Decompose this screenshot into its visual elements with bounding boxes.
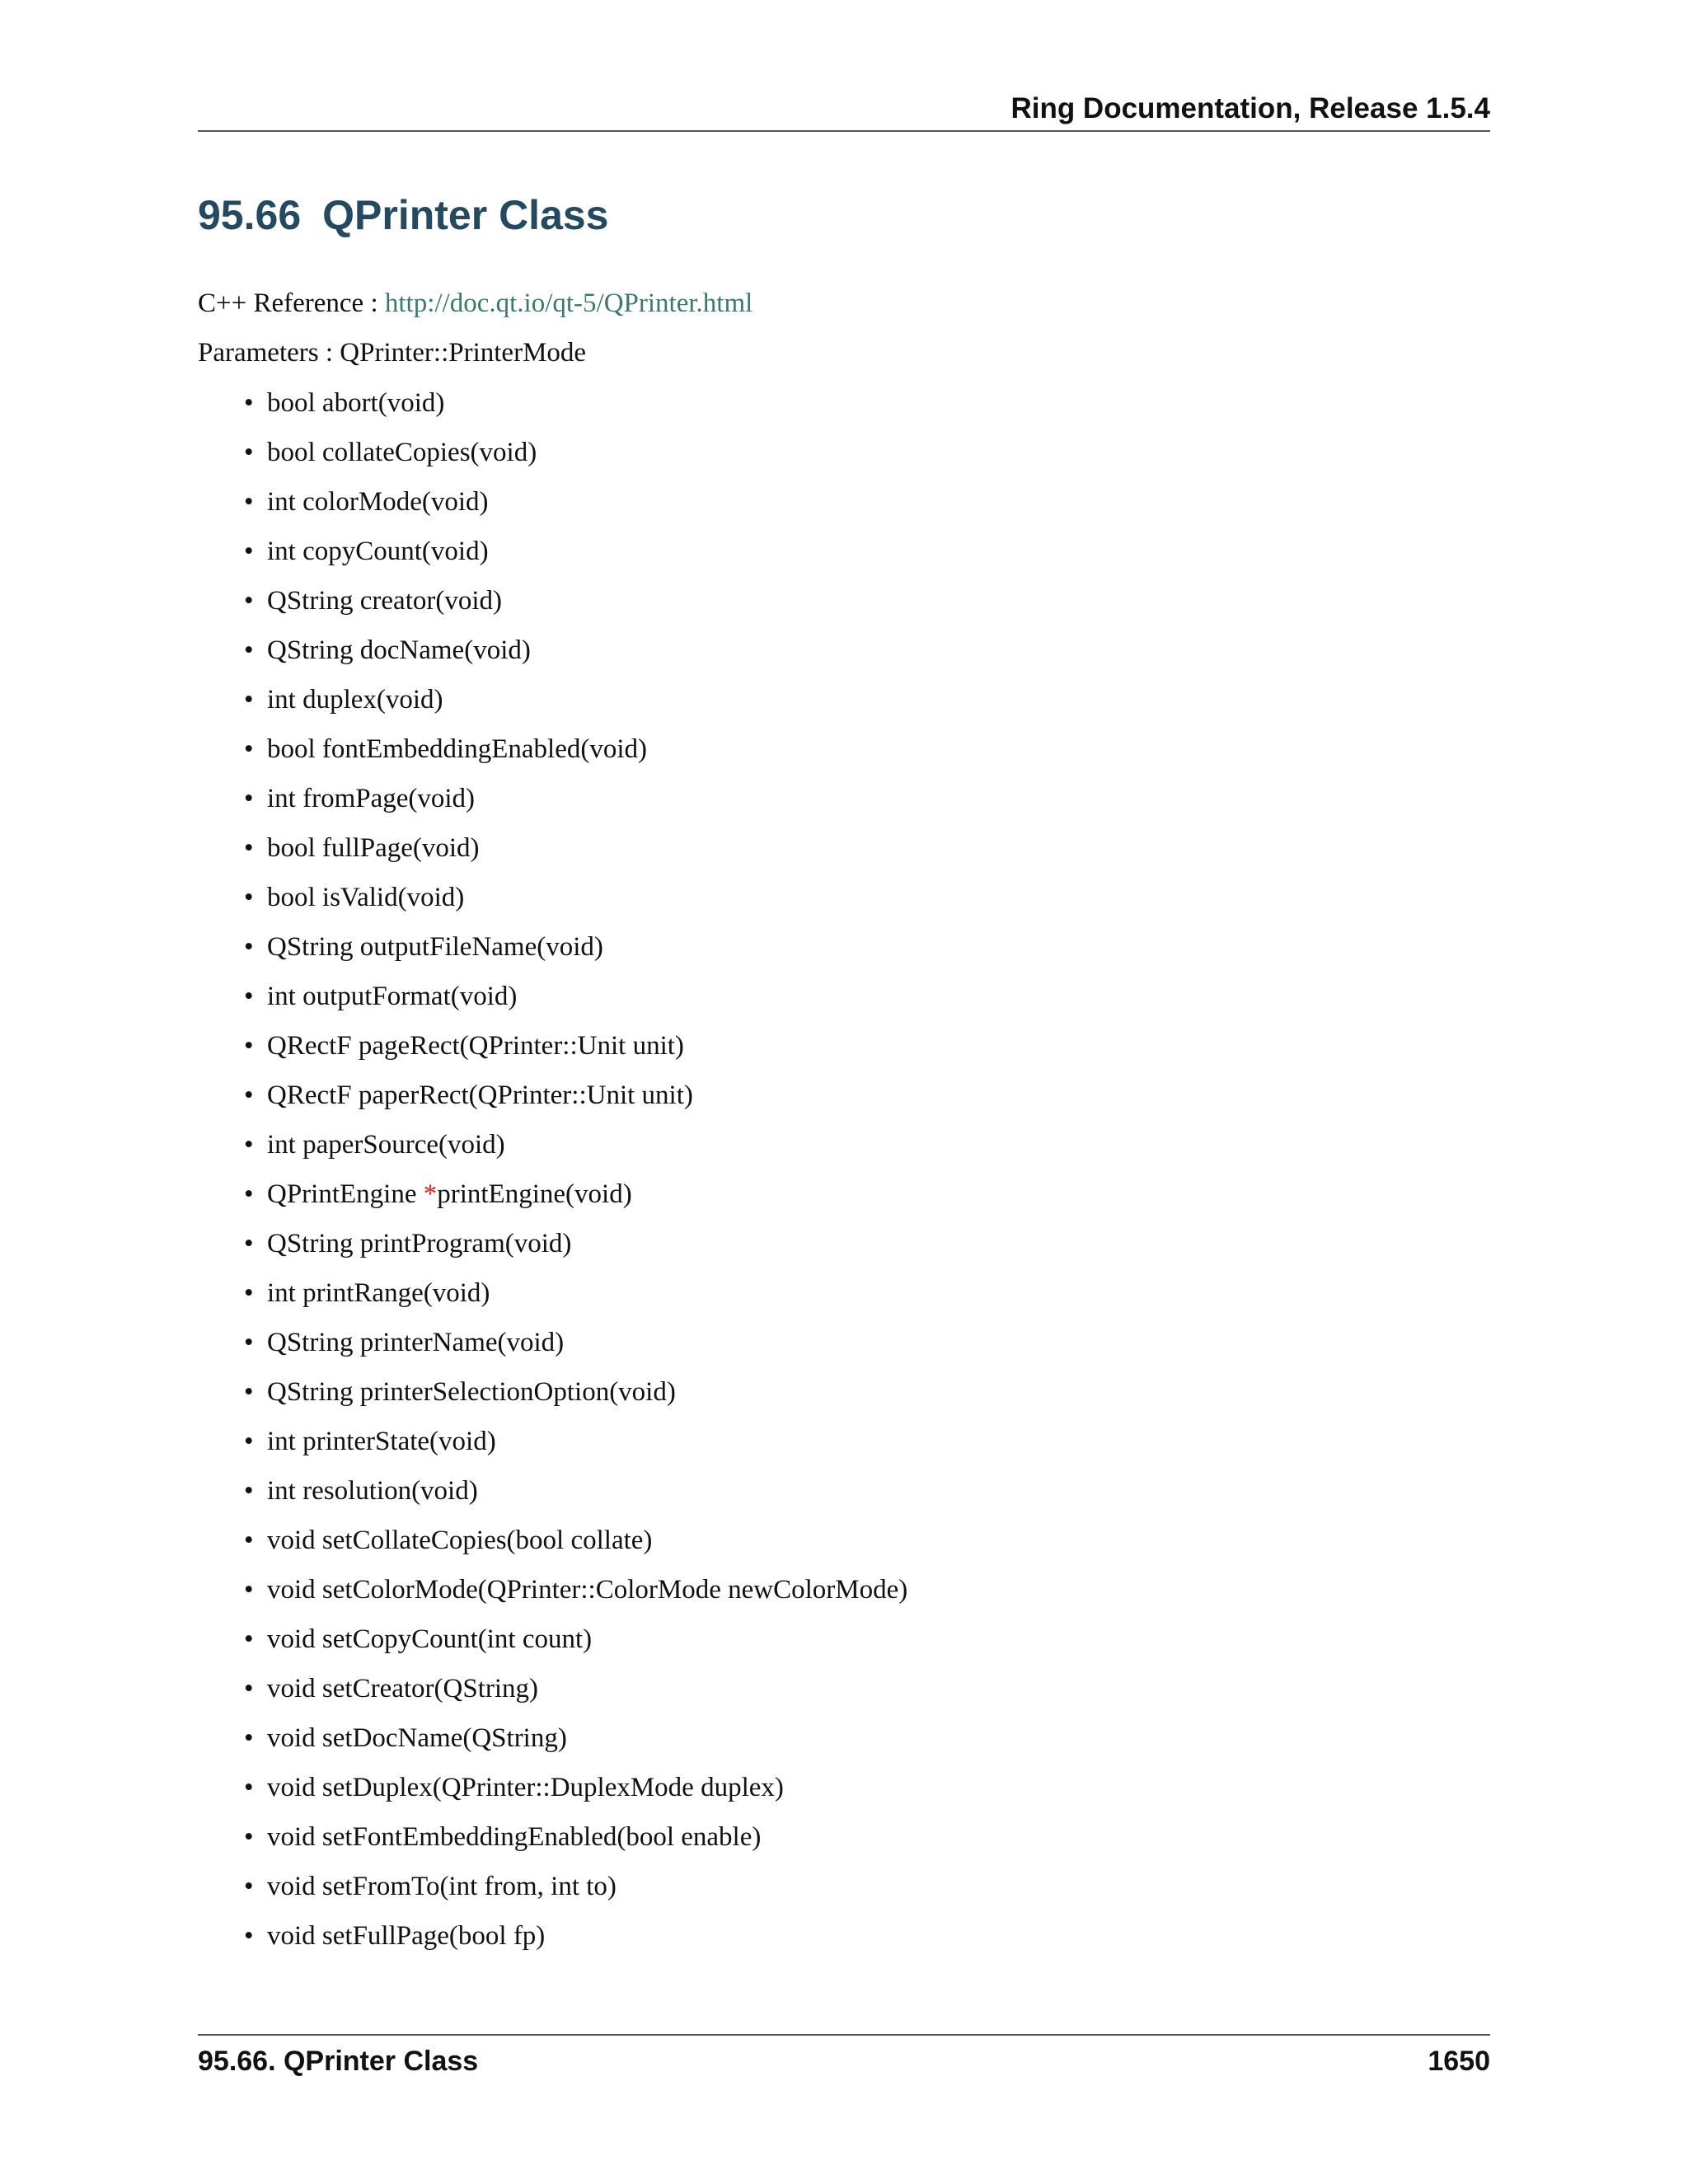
method-signature: QString printerName(void) (267, 1328, 565, 1357)
section-title: QPrinter Class (322, 192, 609, 238)
method-signature-rest: printEngine(void) (437, 1179, 632, 1209)
method-signature: void setFullPage(bool fp) (267, 1921, 546, 1951)
method-item (198, 930, 907, 979)
method-item (198, 435, 907, 485)
footer-page-number: 1650 (1428, 2046, 1490, 2077)
bullet-icon: • (244, 883, 254, 912)
method-item (198, 1770, 907, 1820)
method-item (198, 1869, 907, 1919)
bullet-icon: • (244, 1575, 254, 1605)
bullet-icon: • (244, 932, 254, 962)
method-item (198, 1671, 907, 1721)
cpp-reference-label: C++ Reference : (198, 288, 385, 318)
method-item (198, 1721, 907, 1770)
method-item (198, 1375, 907, 1424)
method-item (198, 1177, 907, 1226)
bullet-icon: • (244, 487, 254, 517)
bullet-icon: • (244, 1674, 254, 1704)
method-item (198, 880, 907, 930)
method-item (198, 633, 907, 682)
method-signature: int resolution(void) (267, 1476, 478, 1506)
parameters-line: Parameters : QPrinter::PrinterMode (198, 338, 587, 368)
method-signature: QString creator(void) (267, 586, 502, 616)
bullet-icon: • (244, 1624, 254, 1654)
bullet-icon: • (244, 1229, 254, 1258)
section-heading (198, 191, 609, 239)
bullet-icon: • (244, 1723, 254, 1753)
method-signature: int outputFormat(void) (267, 982, 518, 1011)
method-signature: bool isValid(void) (267, 883, 465, 912)
bullet-icon: • (244, 1427, 254, 1456)
cpp-reference-link[interactable]: http://doc.qt.io/qt-5/QPrinter.html (384, 288, 753, 318)
method-item (198, 534, 907, 583)
page-header (198, 91, 1490, 132)
method-signature: void setCreator(QString) (267, 1674, 539, 1704)
page-footer (198, 2034, 1490, 2085)
method-signature: void setDocName(QString) (267, 1723, 567, 1753)
method-signature: int printerState(void) (267, 1427, 496, 1456)
method-item (198, 1820, 907, 1869)
method-signature: QPrintEngine (267, 1179, 424, 1209)
method-item (198, 781, 907, 831)
bullet-icon: • (244, 982, 254, 1011)
method-signature: void setFromTo(int from, int to) (267, 1872, 617, 1901)
method-signature: bool fullPage(void) (267, 833, 480, 863)
method-item (198, 1622, 907, 1671)
bullet-icon: • (244, 1328, 254, 1357)
bullet-icon: • (244, 1476, 254, 1506)
footer-section-label: 95.66. QPrinter Class (198, 2046, 479, 2077)
method-signature: QString printerSelectionOption(void) (267, 1377, 676, 1407)
method-item (198, 1523, 907, 1572)
method-signature: QRectF paperRect(QPrinter::Unit unit) (267, 1080, 693, 1110)
method-item (198, 1127, 907, 1177)
method-item (198, 1029, 907, 1078)
method-signature: QRectF pageRect(QPrinter::Unit unit) (267, 1031, 684, 1061)
method-item (198, 1919, 907, 1968)
method-item (198, 732, 907, 781)
method-signature: void setCollateCopies(bool collate) (267, 1526, 653, 1555)
section-number: 95.66 (198, 192, 302, 238)
header-title: Ring Documentation, Release 1.5.4 (1010, 92, 1490, 124)
bullet-icon: • (244, 1773, 254, 1802)
method-item (198, 1226, 907, 1276)
bullet-icon: • (244, 833, 254, 863)
bullet-icon: • (244, 388, 254, 418)
bullet-icon: • (244, 635, 254, 665)
bullet-icon: • (244, 537, 254, 566)
method-signature: void setColorMode(QPrinter::ColorMode newColorMode) (267, 1575, 908, 1605)
method-signature: void setDuplex(QPrinter::DuplexMode duplex) (267, 1773, 784, 1802)
method-signature: void setFontEmbeddingEnabled(bool enable) (267, 1822, 762, 1852)
bullet-icon: • (244, 1526, 254, 1555)
method-item (198, 1276, 907, 1325)
method-item (198, 682, 907, 732)
method-signature: bool fontEmbeddingEnabled(void) (267, 734, 647, 764)
bullet-icon: • (244, 734, 254, 764)
bullet-icon: • (244, 1822, 254, 1852)
bullet-icon: • (244, 438, 254, 467)
method-item (198, 1078, 907, 1127)
method-item (198, 831, 907, 880)
method-item (198, 979, 907, 1029)
method-signature: int copyCount(void) (267, 537, 489, 566)
bullet-icon: • (244, 1921, 254, 1951)
bullet-icon: • (244, 1130, 254, 1160)
method-signature: QString outputFileName(void) (267, 932, 603, 962)
method-item (198, 485, 907, 534)
bullet-icon: • (244, 586, 254, 616)
method-signature: int colorMode(void) (267, 487, 489, 517)
bullet-icon: • (244, 1080, 254, 1110)
method-signature: int fromPage(void) (267, 784, 476, 813)
method-signature: QString docName(void) (267, 635, 531, 665)
bullet-icon: • (244, 685, 254, 715)
bullet-icon: • (244, 1179, 254, 1209)
method-signature: int printRange(void) (267, 1278, 490, 1308)
method-item (198, 1572, 907, 1622)
method-item (198, 1325, 907, 1375)
bullet-icon: • (244, 784, 254, 813)
bullet-icon: • (244, 1278, 254, 1308)
method-signature: QString printProgram(void) (267, 1229, 572, 1258)
pointer-star: * (423, 1179, 438, 1209)
method-item (198, 1474, 907, 1523)
cpp-reference-line (198, 288, 753, 319)
bullet-icon: • (244, 1031, 254, 1061)
method-signature: bool collateCopies(void) (267, 438, 537, 467)
method-signature: int paperSource(void) (267, 1130, 505, 1160)
method-item (198, 386, 907, 435)
method-item (198, 583, 907, 633)
method-signature: int duplex(void) (267, 685, 443, 715)
methods-list (198, 386, 907, 1968)
bullet-icon: • (244, 1377, 254, 1407)
method-item (198, 1424, 907, 1474)
method-signature: void setCopyCount(int count) (267, 1624, 593, 1654)
method-signature: bool abort(void) (267, 388, 445, 418)
bullet-icon: • (244, 1872, 254, 1901)
